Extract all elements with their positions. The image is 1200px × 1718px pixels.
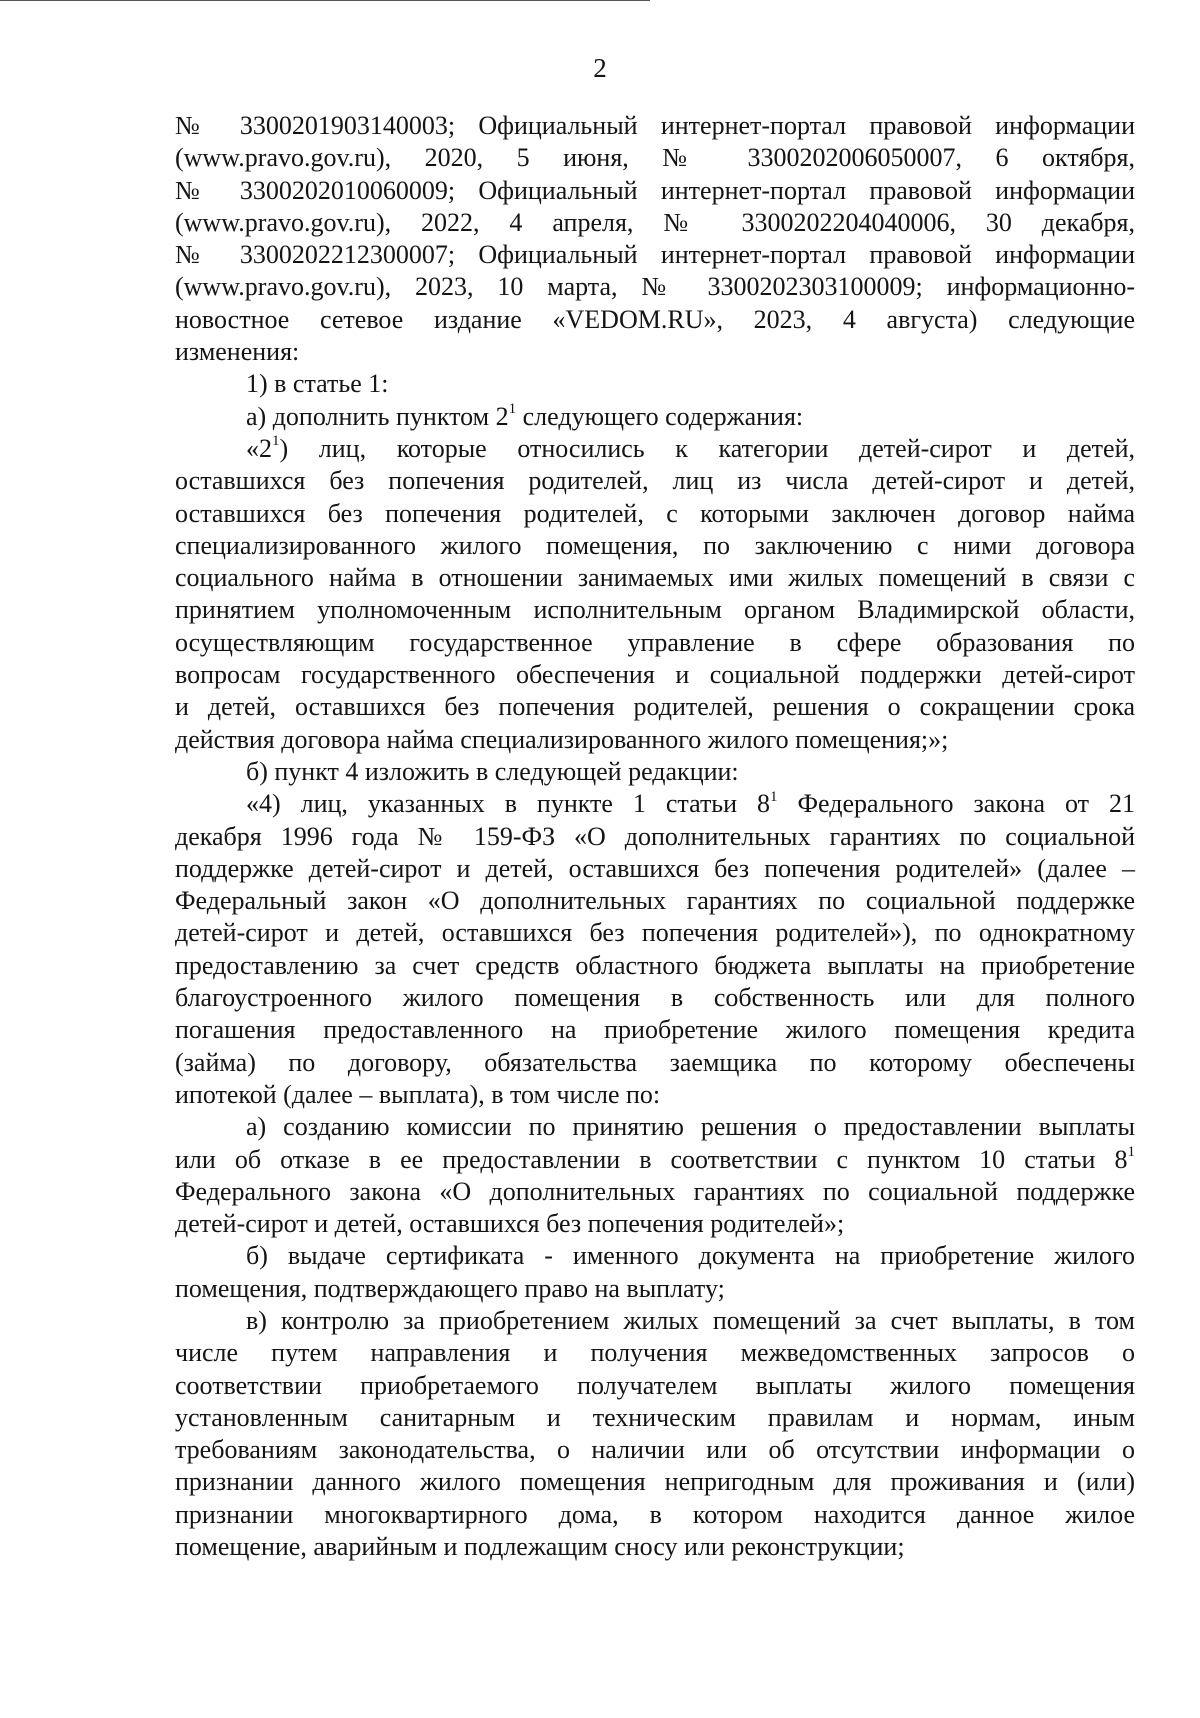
line-text: «4) лиц, указанных в пункте 1 статьи 8 bbox=[246, 789, 771, 819]
line-text: требованиям законодательства, о наличии или об отсутствии информации о bbox=[175, 1435, 1135, 1465]
line-text: соответствии приобретаемого получателем выплаты жилого помещения bbox=[175, 1370, 1135, 1400]
line-text-after-superscript: следующего содержания: bbox=[516, 401, 804, 431]
text-line bbox=[175, 336, 1135, 368]
line-text: а) дополнить пунктом 2 bbox=[246, 401, 509, 431]
text-line bbox=[175, 1176, 1135, 1208]
line-text: № 3300201903140003; Официальный интернет-портал правовой информации bbox=[175, 111, 1135, 140]
text-line bbox=[175, 1240, 1135, 1272]
text-line bbox=[175, 982, 1135, 1014]
text-line bbox=[175, 175, 1135, 207]
line-text: или об отказе в ее предоставлении в соответствии с пунктом 10 статьи 8 bbox=[175, 1144, 1128, 1174]
text-line bbox=[175, 239, 1135, 271]
paragraph bbox=[175, 110, 1135, 368]
text-line bbox=[175, 207, 1135, 239]
page-number: 2 bbox=[593, 53, 607, 83]
text-line bbox=[175, 853, 1135, 885]
line-text: 1) в статье 1: bbox=[246, 369, 389, 399]
text-line bbox=[175, 1208, 1135, 1240]
text-line bbox=[175, 368, 1135, 400]
text-line bbox=[175, 756, 1135, 788]
superscript: 1 bbox=[272, 433, 280, 450]
line-text: вопросам государственного обеспечения и социальной поддержки детей-сирот bbox=[175, 660, 1135, 690]
text-line bbox=[175, 1111, 1135, 1143]
text-line bbox=[175, 530, 1135, 562]
text-line bbox=[175, 724, 1135, 756]
line-text: (www.pravo.gov.ru), 2020, 5 июня, № 3300202006050007, 6 октября, bbox=[175, 143, 1135, 173]
text-line bbox=[175, 433, 1135, 465]
line-text: предоставлению за счет средств областного бюджета выплаты на приобретение bbox=[175, 950, 1135, 980]
line-text: (www.pravo.gov.ru), 2023, 10 марта, № 3300202303100009; информационно- bbox=[175, 272, 1135, 302]
line-text: декабря 1996 года № 159-ФЗ «О дополнительных гарантиях по социальной bbox=[175, 821, 1135, 851]
line-text: в) контролю за приобретением жилых помещений за счет выплаты, в том bbox=[246, 1305, 1135, 1335]
line-text: «2 bbox=[246, 433, 272, 463]
line-text: а) созданию комиссии по принятию решения о предоставлении выплаты bbox=[246, 1112, 1135, 1142]
text-line bbox=[175, 271, 1135, 303]
line-text: № 3300202010060009; Официальный интернет-портал правовой информации bbox=[175, 175, 1135, 205]
text-line bbox=[175, 950, 1135, 982]
document-body bbox=[175, 110, 1135, 1563]
line-text: помещение, аварийным и подлежащим сносу или реконструкции; bbox=[175, 1532, 905, 1562]
text-line bbox=[175, 304, 1135, 336]
paragraph bbox=[175, 368, 1135, 400]
line-text-after-superscript: Федерального закона от 21 bbox=[777, 789, 1135, 819]
text-line bbox=[175, 917, 1135, 949]
paragraph bbox=[175, 401, 1135, 433]
line-text: детей-сирот и детей, оставшихся без попечения родителей»), по однократному bbox=[175, 918, 1135, 948]
top-rule bbox=[0, 0, 650, 1]
line-text: специализированного жилого помещения, по заключению с ними договора bbox=[175, 530, 1135, 560]
line-text: принятием уполномоченным исполнительным органом Владимирской области, bbox=[175, 595, 1135, 625]
paragraph bbox=[175, 433, 1135, 756]
line-text: признании данного жилого помещения непригодным для проживания и (или) bbox=[175, 1467, 1135, 1497]
text-line bbox=[175, 110, 1135, 142]
text-line bbox=[175, 1014, 1135, 1046]
text-line bbox=[175, 1499, 1135, 1531]
text-line bbox=[175, 1305, 1135, 1337]
text-line bbox=[175, 788, 1135, 820]
line-text: ипотекой (далее – выплата), в том числе по: bbox=[175, 1079, 661, 1109]
text-line bbox=[175, 401, 1135, 433]
text-line bbox=[175, 1402, 1135, 1434]
text-line bbox=[175, 1273, 1135, 1305]
line-text: детей-сирот и детей, оставшихся без попечения родителей»; bbox=[175, 1209, 845, 1239]
line-text: действия договора найма специализированного жилого помещения;»; bbox=[175, 724, 949, 754]
text-line bbox=[175, 821, 1135, 853]
superscript: 1 bbox=[508, 401, 517, 418]
text-line bbox=[175, 1144, 1135, 1176]
text-line bbox=[175, 142, 1135, 174]
line-text: социального найма в отношении занимаемых ими жилых помещений в связи с bbox=[175, 563, 1135, 593]
text-line bbox=[175, 1434, 1135, 1466]
line-text: оставшихся без попечения родителей, с которыми заключен договор найма bbox=[175, 498, 1135, 528]
line-text: (www.pravo.gov.ru), 2022, 4 апреля, № 3300202204040006, 30 декабря, bbox=[175, 207, 1135, 237]
text-line bbox=[175, 594, 1135, 626]
text-line bbox=[175, 659, 1135, 691]
text-line bbox=[175, 1079, 1135, 1111]
text-line bbox=[175, 1370, 1135, 1402]
line-text: (займа) по договору, обязательства заемщика по которому обеспечены bbox=[175, 1047, 1135, 1077]
text-line bbox=[175, 1047, 1135, 1079]
line-text-after-superscript: ) лиц, которые относились к категории детей-сирот и детей, bbox=[279, 433, 1135, 463]
text-line bbox=[175, 1337, 1135, 1369]
paragraph bbox=[175, 788, 1135, 1111]
paragraph bbox=[175, 1240, 1135, 1305]
line-text: изменения: bbox=[175, 337, 300, 367]
text-line bbox=[175, 627, 1135, 659]
superscript: 1 bbox=[770, 788, 778, 805]
text-line bbox=[175, 498, 1135, 530]
line-text: признании многоквартирного дома, в котором находится данное жилое bbox=[175, 1499, 1135, 1529]
text-line bbox=[175, 1531, 1135, 1563]
line-text: № 3300202212300007; Официальный интернет-портал правовой информации bbox=[175, 240, 1135, 270]
paragraph bbox=[175, 1111, 1135, 1240]
line-text: б) пункт 4 изложить в следующей редакции: bbox=[246, 756, 739, 786]
text-line bbox=[175, 885, 1135, 917]
line-text: и детей, оставшихся без попечения родителей, решения о сокращении срока bbox=[175, 692, 1135, 722]
line-text: б) выдаче сертификата - именного документа на приобретение жилого bbox=[246, 1241, 1135, 1271]
text-line bbox=[175, 465, 1135, 497]
line-text: числе путем направления и получения межведомственных запросов о bbox=[175, 1338, 1135, 1368]
line-text: помещения, подтверждающего право на выплату; bbox=[175, 1273, 725, 1303]
line-text: Федеральный закон «О дополнительных гарантиях по социальной поддержке bbox=[175, 886, 1135, 916]
line-text: установленным санитарным и техническим правилам и нормам, иным bbox=[175, 1402, 1135, 1432]
line-text: оставшихся без попечения родителей, лиц из числа детей-сирот и детей, bbox=[175, 466, 1135, 496]
line-text: Федерального закона «О дополнительных гарантиях по социальной поддержке bbox=[175, 1176, 1135, 1206]
line-text: погашения предоставленного на приобретение жилого помещения кредита bbox=[175, 1015, 1135, 1045]
superscript: 1 bbox=[1127, 1143, 1135, 1160]
line-text: новостное сетевое издание «VEDOM.RU», 2023, 4 августа) следующие bbox=[175, 304, 1135, 334]
text-line bbox=[175, 1466, 1135, 1498]
line-text: поддержке детей-сирот и детей, оставшихся без попечения родителей» (далее – bbox=[175, 853, 1135, 883]
paragraph bbox=[175, 1305, 1135, 1563]
text-line bbox=[175, 691, 1135, 723]
line-text: осуществляющим государственное управление в сфере образования по bbox=[175, 627, 1135, 657]
text-line bbox=[175, 562, 1135, 594]
line-text: благоустроенного жилого помещения в собственность или для полного bbox=[175, 983, 1135, 1013]
paragraph bbox=[175, 756, 1135, 788]
